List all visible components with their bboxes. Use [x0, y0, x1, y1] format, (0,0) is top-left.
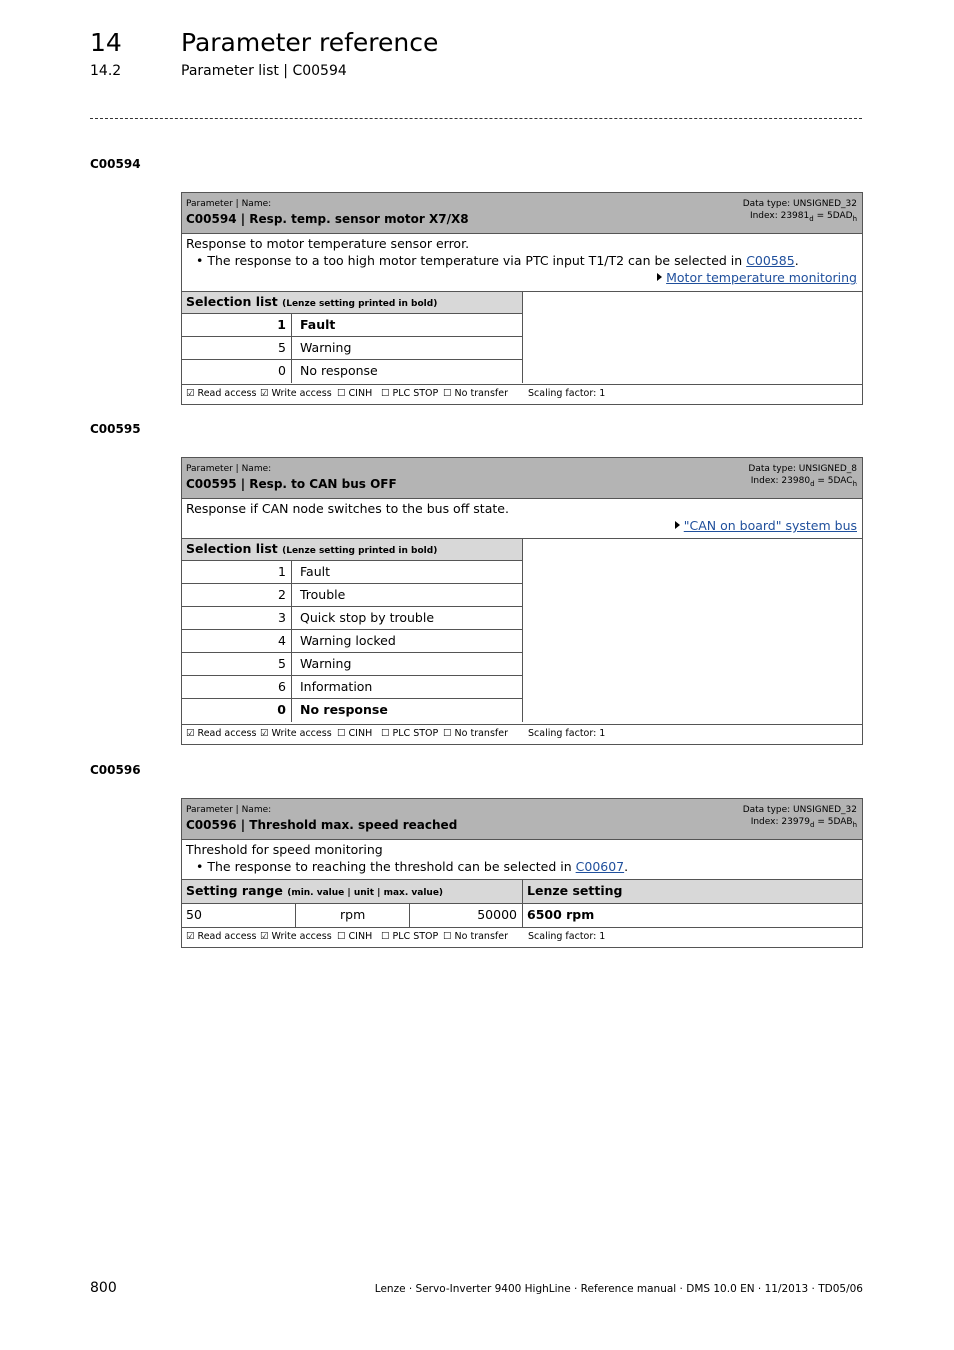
selection-row [182, 561, 523, 584]
param-index: Index: $23980_d = 5DAC_h$ [750, 476, 857, 488]
selection-row [182, 607, 523, 630]
selection-value: 3 [182, 607, 292, 629]
param-name: C00594 | Resp. temp. sensor motor X7/X8 [186, 212, 469, 226]
c00596-footer: ☑ Read access ☑ Write access ☐ CINH ☐ PLC STOP ☐ No transfer Scaling factor: 1 [186, 931, 606, 942]
selection-value: 1 [182, 314, 292, 336]
chapter-title: Parameter reference [181, 28, 439, 57]
lenze-setting: 6500 rpm [527, 907, 595, 922]
selection-label: No response [300, 702, 388, 717]
selection-value: 0 [182, 360, 292, 383]
page-number: 800 [90, 1280, 117, 1296]
selection-label: Warning [300, 340, 352, 355]
param-label: Parameter | Name: [186, 464, 272, 474]
selection-value: 6 [182, 676, 292, 698]
data-type: Data type: UNSIGNED_32 [742, 199, 857, 209]
description-bullet: • The response to reaching the threshold can be selected in C00607. [196, 859, 629, 874]
c00594-selection [182, 292, 862, 385]
selection-row [182, 676, 523, 699]
param-name: C00596 | Threshold max. speed reached [186, 818, 458, 832]
setting-range-header: Setting range (min. value | unit | max. value) Lenze setting [182, 880, 862, 904]
selection-label: Fault [300, 564, 330, 579]
selection-label: Warning [300, 656, 352, 671]
section-number: 14.2 [90, 63, 122, 79]
c00594-footer: ☑ Read access ☑ Write access ☐ CINH ☐ PLC STOP ☐ No transfer Scaling factor: 1 [186, 388, 606, 399]
arrow-right-icon [657, 273, 662, 281]
c00595-selection [182, 539, 862, 725]
selection-row [182, 360, 523, 383]
selection-label: Information [300, 679, 373, 694]
description-text: Response if CAN node switches to the bus off state. [186, 501, 509, 516]
document-footer: Lenze · Servo-Inverter 9400 HighLine · Reference manual · DMS 10.0 EN · 11/2013 · TD05/06 [374, 1283, 863, 1295]
selection-label: No response [300, 363, 378, 378]
selection-label: Warning locked [300, 633, 396, 648]
c00595-table [181, 457, 863, 745]
xref-motor-temperature[interactable]: Motor temperature monitoring [657, 270, 857, 285]
c00596-heading: C00596 [90, 763, 141, 777]
c00594-table [181, 192, 863, 405]
selection-header: Selection list (Lenze setting printed in bold) [182, 292, 523, 314]
data-type: Data type: UNSIGNED_32 [742, 805, 857, 815]
c00595-heading: C00595 [90, 422, 141, 436]
selection-row [182, 337, 523, 360]
selection-value: 5 [182, 337, 292, 359]
selection-header: Selection list (Lenze setting printed in bold) [182, 539, 523, 561]
c00594-header [182, 193, 862, 234]
c00595-description [182, 499, 862, 539]
param-index: Index: $23981_d = 5DAD_h$ [749, 211, 857, 223]
selection-value: 1 [182, 561, 292, 583]
c00594-heading: C00594 [90, 157, 141, 171]
description-text: Response to motor temperature sensor error. [186, 236, 470, 251]
selection-row [182, 653, 523, 676]
description-text: Threshold for speed monitoring [186, 842, 383, 857]
selection-label: Fault [300, 317, 336, 332]
arrow-right-icon [675, 521, 680, 529]
selection-value: 4 [182, 630, 292, 652]
range-min: 50 [186, 907, 202, 922]
c00596-description [182, 840, 862, 880]
selection-label: Trouble [300, 587, 346, 602]
c00595-header [182, 458, 862, 499]
selection-row [182, 584, 523, 607]
c00595-footer: ☑ Read access ☑ Write access ☐ CINH ☐ PLC STOP ☐ No transfer Scaling factor: 1 [186, 728, 606, 739]
link-c00585[interactable]: C00585 [746, 253, 795, 268]
section-title: Parameter list | C00594 [181, 63, 347, 79]
chapter-number: 14 [90, 28, 122, 57]
param-index: Index: $23979_d = 5DAB_h$ [750, 817, 857, 829]
data-type: Data type: UNSIGNED_8 [748, 464, 857, 474]
xref-can-system-bus[interactable]: "CAN on board" system bus [675, 518, 857, 533]
c00596-table [181, 798, 863, 948]
selection-row [182, 630, 523, 653]
selection-row [182, 699, 523, 722]
selection-value: 0 [182, 699, 292, 722]
header-divider [90, 118, 862, 119]
c00594-description [182, 234, 862, 292]
selection-label: Quick stop by trouble [300, 610, 435, 625]
setting-range-row [182, 904, 862, 928]
selection-row [182, 314, 523, 337]
description-bullet: • The response to a too high motor temperature via PTC input T1/T2 can be selected in C00585. [196, 253, 799, 268]
selection-value: 5 [182, 653, 292, 675]
param-label: Parameter | Name: [186, 805, 272, 815]
range-max: 50000 [477, 907, 517, 922]
range-unit: rpm [340, 907, 366, 922]
c00596-header [182, 799, 862, 840]
link-c00607[interactable]: C00607 [575, 859, 625, 874]
param-name: C00595 | Resp. to CAN bus OFF [186, 477, 397, 491]
param-label: Parameter | Name: [186, 199, 272, 209]
selection-value: 2 [182, 584, 292, 606]
